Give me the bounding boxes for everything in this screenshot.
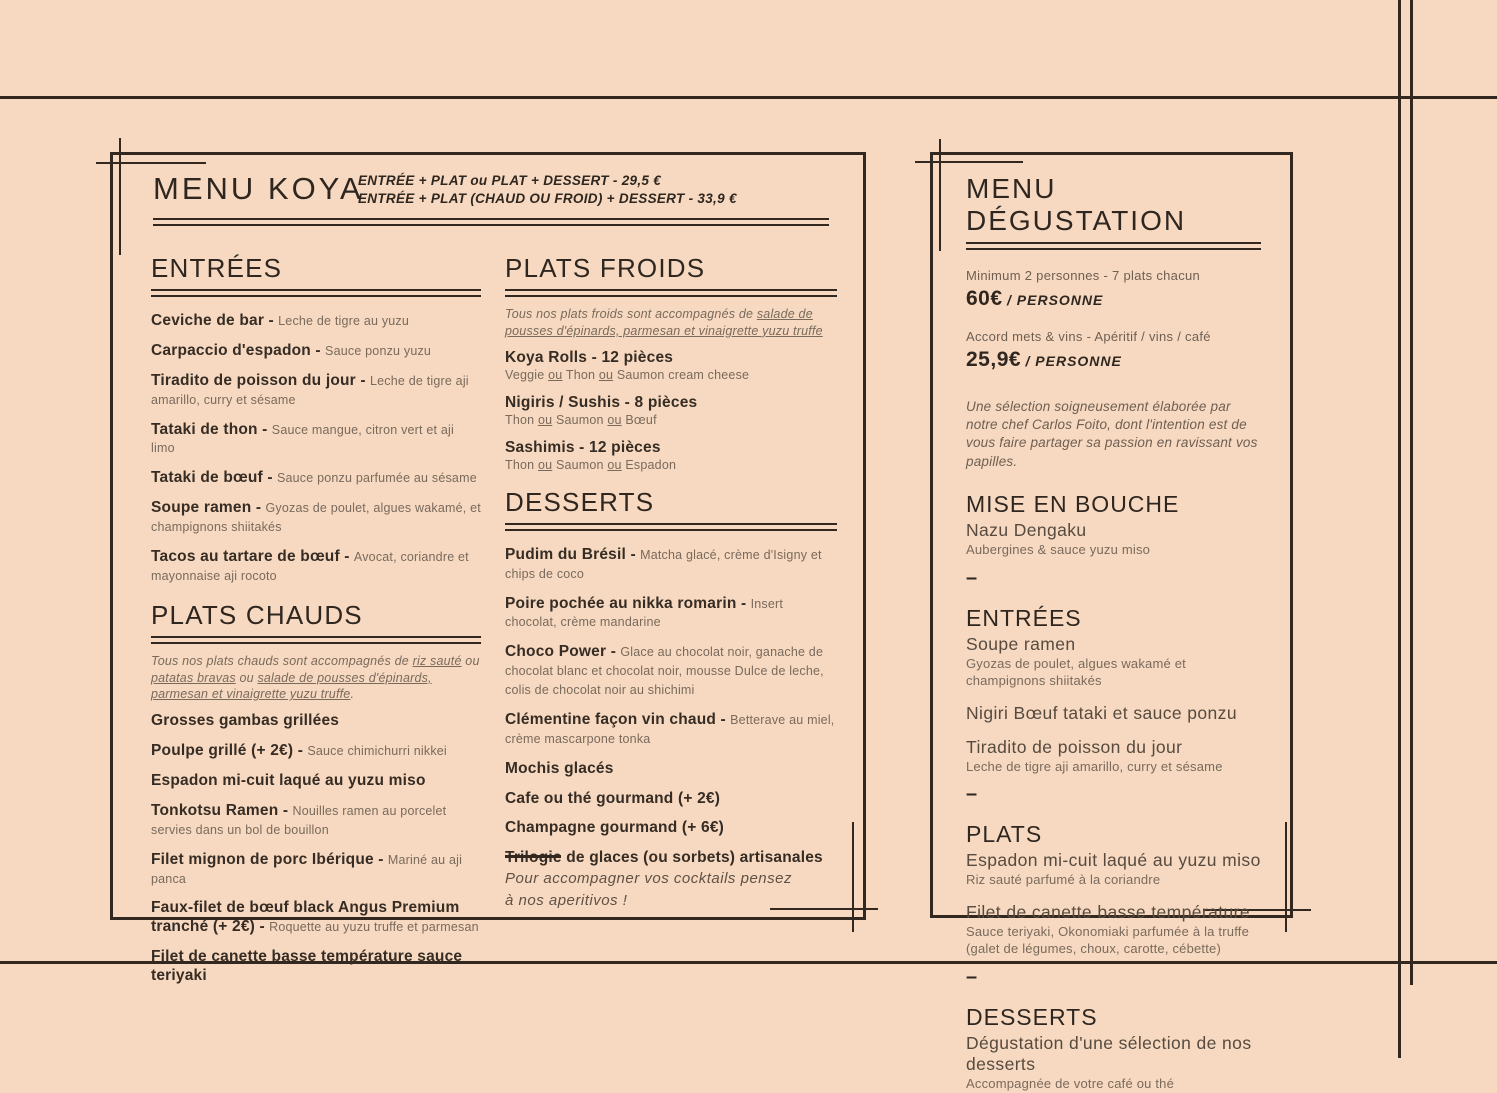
section-divider — [151, 289, 481, 297]
note-divider — [505, 855, 561, 858]
section-header-desserts: DESSERTS — [966, 1004, 1098, 1031]
frame-line-right-outer — [1398, 0, 1401, 1058]
menu-item: Cafe ou thé gourmand (+ 2€) — [505, 789, 721, 807]
menu-item: Carpaccio d'espadon - Sauce ponzu yuzu — [151, 341, 432, 359]
menu-item: Filet de canette basse température sauce teriyaki — [151, 948, 463, 984]
section-dash: – — [966, 783, 978, 806]
menu-item: Filet mignon de porc Ibérique - Mariné au aji panca — [151, 850, 463, 886]
menu-item: Pudim du Brésil - Matcha glacé, crème d'Isigny et chips de coco — [505, 545, 822, 581]
plats-froids-intro: Tous nos plats froids sont accompagnés de salade de pousses d'épinards, parmesan et vinaigrette yuzu truffe — [505, 307, 823, 338]
tasting-item: Soupe ramen Gyozas de poulet, algues wakamé et champignons shiitakés — [966, 633, 1186, 688]
minimum-line: Minimum 2 personnes - 7 plats chacun — [966, 268, 1201, 283]
menu-item: Trilogie de glaces (ou sorbets) artisanales — [505, 849, 823, 867]
menu-item: Poire pochée au nikka romarin - Insert chocolat, crème mandarine — [505, 594, 784, 630]
menu-item: Champagne gourmand (+ 6€) — [505, 819, 725, 837]
tasting-item: Dégustation d'une sélection de nos desserts Accompagnée de votre café ou thé — [966, 1033, 1252, 1092]
menu-koya-panel — [110, 152, 866, 984]
section-divider — [505, 523, 837, 531]
price-per-person — [966, 287, 1266, 311]
menu-item: Tiradito de poisson du jour - Leche de tigre aji amarillo, curry et sésame — [151, 371, 469, 407]
cocktails-note — [505, 855, 835, 912]
menu-item: Espadon mi-cuit laqué au yuzu miso — [151, 772, 426, 789]
menu-item: Ceviche de bar - Leche de tigre au yuzu — [151, 312, 410, 329]
price-unit: / PERSONNE — [1025, 353, 1122, 369]
menu-item: Tataki de bœuf - Sauce ponzu parfumée au sésame — [151, 469, 477, 487]
section-header-mise-en-bouche: MISE EN BOUCHE — [966, 490, 1180, 517]
koya-column-left — [151, 239, 481, 997]
section-header-desserts: DESSERTS — [505, 487, 837, 531]
menu-item: Sashimis - 12 pièces Thon ou Saumon ou Espadon — [505, 438, 677, 473]
section-header-entrees: ENTRÉES — [151, 253, 481, 297]
note-line-1: Pour accompagner vos cocktails pensez — [505, 870, 792, 887]
section-header-plats-froids: PLATS FROIDS — [505, 253, 837, 297]
section-header-plats-chauds: PLATS CHAUDS — [151, 600, 481, 644]
section-divider — [505, 289, 837, 297]
note-line-2: à nos aperitivos ! — [505, 891, 628, 909]
menu-item: Tacos au tartare de bœuf - Avocat, coriandre et mayonnaise aji rocoto — [151, 547, 469, 583]
tasting-item: Nazu Dengaku Aubergines & sauce yuzu miso — [966, 519, 1151, 557]
menu-item: Mochis glacés — [505, 759, 614, 777]
menu-degustation-panel — [930, 152, 1293, 1092]
frame-line-right-inner — [1410, 0, 1413, 985]
price-value: 60€ — [966, 287, 1003, 310]
menu-item: Nigiris / Sushis - 8 pièces Thon ou Saumon ou Bœuf — [505, 393, 698, 428]
section-dash: – — [966, 566, 978, 589]
pairing-price-per-person — [966, 348, 1266, 372]
koya-column-right — [505, 239, 837, 879]
menu-item: Faux-filet de bœuf black Angus Premium tranché (+ 2€) - Roquette au yuzu truffe et parmesan — [151, 899, 479, 936]
menu-item: Tataki de thon - Sauce mangue, citron vert et aji limo — [151, 420, 454, 456]
menu-item: Tonkotsu Ramen - Nouilles ramen au porcelet servies dans un bol de bouillon — [151, 801, 447, 837]
degustation-content — [966, 173, 1266, 1093]
menu-item: Grosses gambas grillées — [151, 712, 340, 730]
title-divider — [966, 242, 1261, 250]
menu-item: Clémentine façon vin chaud - Betterave au miel, crème mascarpone tonka — [505, 710, 835, 746]
tasting-item: Filet de canette basse température Sauce teriyaki, Okonomiaki parfumée à la truffe (galet de légumes, choux, carotte, cébette) — [966, 902, 1251, 957]
menu-degustation-title: MENU DÉGUSTATION — [966, 173, 1187, 236]
menu-item: Koya Rolls - 12 pièces Veggie ou Thon ou Saumon cream cheese — [505, 348, 750, 383]
title-divider — [153, 218, 829, 226]
pairing-line: Accord mets & vins - Apéritif / vins / café — [966, 329, 1211, 344]
section-header-entrees: ENTRÉES — [966, 604, 1082, 631]
price-value: 25,9€ — [966, 348, 1022, 371]
plats-chauds-intro: Tous nos plats chauds sont accompagnés de riz sauté ou patatas bravas ou salade de pousses d'épinards, parmesan et vinaigrette yuzu truffe. — [151, 653, 480, 702]
menu-item: Soupe ramen - Gyozas de poulet, algues wakamé, et champignons shiitakés — [151, 499, 481, 534]
chef-blurb: Une sélection soigneusement élaborée par notre chef Carlos Foito, dont l'intention est de vous faire partager sa passion en ravissant vos papilles. — [966, 399, 1258, 469]
frame-line-top — [0, 96, 1497, 99]
menu-koya-title: MENU KOYA — [153, 171, 364, 206]
price-unit: / PERSONNE — [1007, 292, 1104, 308]
tasting-item: Espadon mi-cuit laqué au yuzu miso Riz sauté parfumé à la coriandre — [966, 850, 1261, 888]
formula-line-1: ENTRÉE + PLAT ou PLAT + DESSERT - 29,5 € — [358, 173, 662, 188]
section-header-plats: PLATS — [966, 821, 1043, 848]
tasting-item: Nigiri Bœuf tataki et sauce ponzu — [966, 702, 1237, 723]
menu-item: Choco Power - Glace au chocolat noir, ganache de chocolat blanc et chocolat noir, mousse Dulce de leche, colis de chocolat noir au shichimi — [505, 643, 824, 698]
section-divider — [151, 636, 481, 644]
tasting-item: Tiradito de poisson du jour Leche de tigre aji amarillo, curry et sésame — [966, 736, 1223, 774]
menu-item: Poulpe grillé (+ 2€) - Sauce chimichurri nikkei — [151, 742, 447, 760]
formula-line-2: ENTRÉE + PLAT (CHAUD OU FROID) + DESSERT - 33,9 € — [358, 191, 737, 206]
section-dash: – — [966, 966, 978, 989]
